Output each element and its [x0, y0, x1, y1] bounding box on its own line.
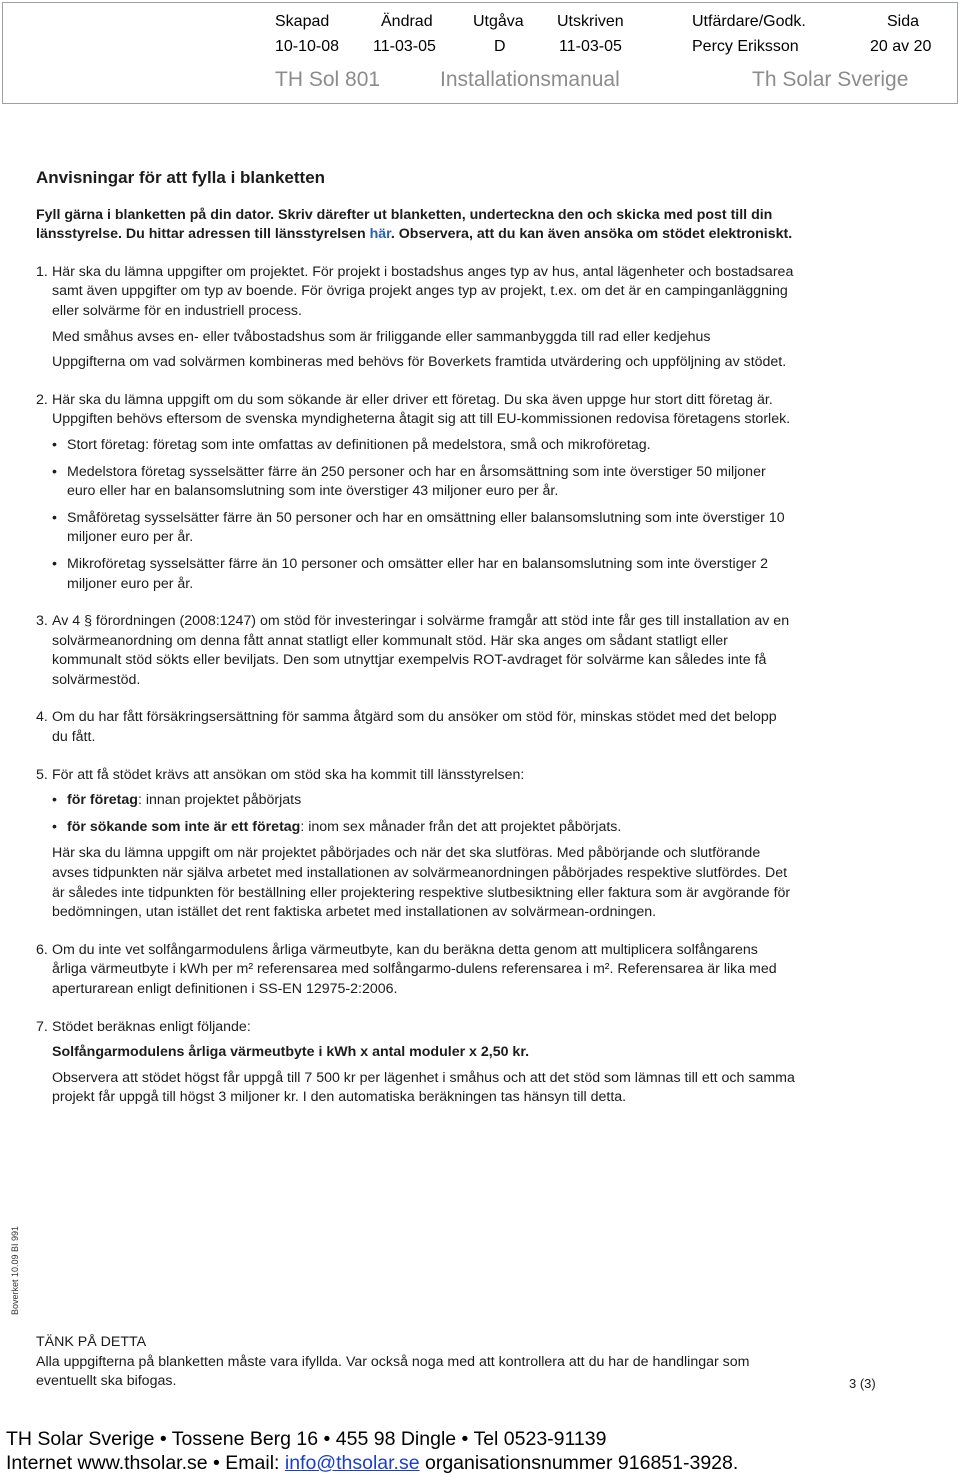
label-edition: Utgåva [473, 13, 524, 30]
list-item-text: Mikroföretag sysselsätter färre än 10 personer och omsätter eller har en balansomslutning som inte överstiger 2 miljoner euro per år. [67, 555, 769, 592]
paragraph: För att få stödet krävs att ansökan om stöd ska ha kommit till länsstyrelsen: [52, 766, 525, 783]
list-item [52, 436, 796, 456]
list-item-label: för företag [67, 792, 138, 809]
list-item [52, 463, 796, 502]
bullet: • [52, 555, 57, 572]
paragraph: Stödet beräknas enligt följande: [52, 1018, 251, 1035]
instructions-page [36, 168, 796, 1126]
section-number: 7. [36, 1018, 48, 1035]
value-created: 10-10-08 [275, 38, 340, 55]
document-header [2, 2, 958, 104]
list-item [52, 509, 796, 548]
section-7 [36, 1018, 796, 1108]
bullet: • [52, 792, 57, 809]
label-page: Sida [887, 13, 920, 30]
page-number: 3 (3) [849, 1376, 876, 1391]
list-item-text: Stort företag: företag som inte omfattas av definitionen på medelstora, små och mikroföretag. [67, 436, 651, 453]
email-link[interactable]: info@thsolar.se [284, 1452, 420, 1474]
label-changed: Ändrad [381, 13, 433, 30]
intro-paragraph [36, 206, 796, 245]
value-changed: 11-03-05 [373, 38, 436, 55]
company-name: Th Solar Sverige [752, 68, 909, 91]
footer-contact [6, 1452, 738, 1475]
section-number: 1. [36, 263, 48, 280]
list-item [52, 555, 796, 594]
deadline-list [52, 791, 796, 837]
section-1 [36, 263, 796, 373]
paragraph: Här ska du lämna uppgift om när projektet påbörjades och när det ska slutföras. Med påbörjande och slutförande avses tidpunkten när själva arbetet med installationen av solvärmeanordningen påbörjades respektive slutfördes. Det är således inte tidpunkten för beställning eller projektering respektive slutbesiktning eller faktura som är avgörande för bedömningen, utan istället det rent faktiska arbetet med installationen av solvärmean-ordningen. [52, 845, 791, 921]
bullet: • [52, 818, 57, 835]
document-type: Installationsmanual [440, 68, 620, 91]
list-item-text: : inom sex månader från det att projektet påbörjats. [300, 818, 622, 835]
intro-text-end: . Observera, att du kan även ansöka om stödet elektroniskt. [390, 226, 793, 243]
label-created: Skapad [275, 13, 330, 30]
notice-title: TÄNK PÅ DETTA [36, 1334, 147, 1350]
bullet: • [52, 436, 57, 453]
value-printed: 11-03-05 [559, 38, 622, 55]
section-4 [36, 708, 796, 747]
section-6 [36, 941, 796, 1000]
paragraph: Här ska du lämna uppgift om du som sökande är eller driver ett företag. Du ska även uppge hur stort ditt företag är. Uppgiften behövs eftersom de svenska myndigheterna åtagit sig att till EU-kommissionen redovisa företagens storlek. [52, 391, 791, 428]
paragraph: Med småhus avses en- eller tvåbostadshus som är friliggande eller sammanbyggda till rad eller kedjehus [52, 328, 711, 345]
intro-text: Fyll gärna i blanketten på din dator. Skriv därefter ut blanketten, underteckna den och skicka med post till din länsstyrelse. Du hittar adressen till länsstyrelsen [36, 206, 773, 243]
value-issuer: Percy Eriksson [692, 38, 799, 55]
list-item-text: : innan projektet påbörjats [137, 792, 302, 809]
list-item-text: Småföretag sysselsätter färre än 50 personer och har en omsättning eller balansomslutning som inte överstiger 10 miljoner euro per år. [67, 509, 785, 546]
section-number: 6. [36, 941, 48, 958]
list-item [52, 818, 796, 838]
paragraph: Observera att stödet högst får uppgå till 7 500 kr per lägenhet i småhus och att det stöd som lämnas till ett och samma projekt får uppgå till högst 3 miljoner kr. I den automatiska beräkningen tas hänsyn till detta. [52, 1069, 795, 1106]
section-number: 4. [36, 709, 48, 726]
paragraph: Om du har fått försäkringsersättning för samma åtgärd som du ansöker om stöd för, minskas stödet med det belopp du fått. [52, 709, 777, 746]
list-item [52, 791, 796, 811]
list-item-text: Medelstora företag sysselsätter färre än 250 personer och har en årsomsättning som inte överstiger 50 miljoner euro eller har en balansomslutning som inte överstiger 43 miljoner euro per år. [67, 463, 766, 500]
section-5 [36, 766, 796, 923]
notice-box [36, 1333, 796, 1392]
label-issuer: Utfärdare/Godk. [692, 13, 806, 30]
notice-text: Alla uppgifterna på blanketten måste vara ifyllda. Var också noga med att kontrollera att du har de handlingar som eventuellt ska bifogas. [36, 1353, 750, 1390]
section-2 [36, 391, 796, 594]
footer-contact-text: Internet www.thsolar.se • Email: [6, 1452, 285, 1474]
paragraph: Av 4 § förordningen (2008:1247) om stöd för investeringar i solvärme framgår att stöd inte får ges till installation av en solvärmeanordning om denna fått annat statligt eller kommunalt stöd. Här ska anges om sådant statligt eller kommunalt stöd sökts eller beviljats. Den som utnyttjar exempelvis ROT-avdraget för solvärme kan således inte få solvärmestöd. [52, 613, 790, 688]
value-page: 20 av 20 [870, 38, 932, 55]
section-number: 5. [36, 766, 48, 783]
product-name: TH Sol 801 [275, 68, 381, 91]
form-code [6, 1215, 26, 1320]
paragraph: Uppgifterna om vad solvärmen kombineras med behövs för Boverkets framtida utvärdering och uppföljning av stödet. [52, 354, 787, 371]
footer-address: TH Solar Sverige • Tossene Berg 16 • 455 98 Dingle • Tel 0523-91139 [6, 1428, 607, 1450]
paragraph: Om du inte vet solfångarmodulens årliga värmeutbyte, kan du beräkna detta genom att multiplicera solfångarens årliga värmeutbyte i kWh per m² referensarea med solfångarmo-dulens referensarea i m². Referensarea är lika med aperturarean enligt definitionen i SS-EN 12975-2:2006. [52, 941, 777, 997]
bullet: • [52, 509, 57, 526]
bullet: • [52, 463, 57, 480]
paragraph: Här ska du lämna uppgifter om projektet. För projekt i bostadshus anges typ av hus, antal lägenheter och bostadsarea samt även uppgifter om typ av boende. För övriga projekt anges typ av projekt, t.ex. om det är en campinganläggning eller solvärme för en industriell process. [52, 263, 794, 319]
section-number: 2. [36, 391, 48, 408]
footer-org-number: organisationsnummer 916851-3928. [419, 1452, 739, 1474]
section-3 [36, 612, 796, 690]
label-printed: Utskriven [557, 13, 624, 30]
section-number: 3. [36, 613, 48, 630]
page-title: Anvisningar för att fylla i blanketten [36, 168, 326, 187]
formula: Solfångarmodulens årliga värmeutbyte i kWh x antal moduler x 2,50 kr. [52, 1044, 530, 1061]
company-size-list [52, 436, 796, 594]
list-item-label: för sökande som inte är ett företag [67, 818, 301, 835]
address-link[interactable]: här [369, 226, 391, 243]
value-edition: D [494, 38, 506, 55]
form-code-text: Boverket 10.09 BI 991 [10, 1225, 20, 1315]
